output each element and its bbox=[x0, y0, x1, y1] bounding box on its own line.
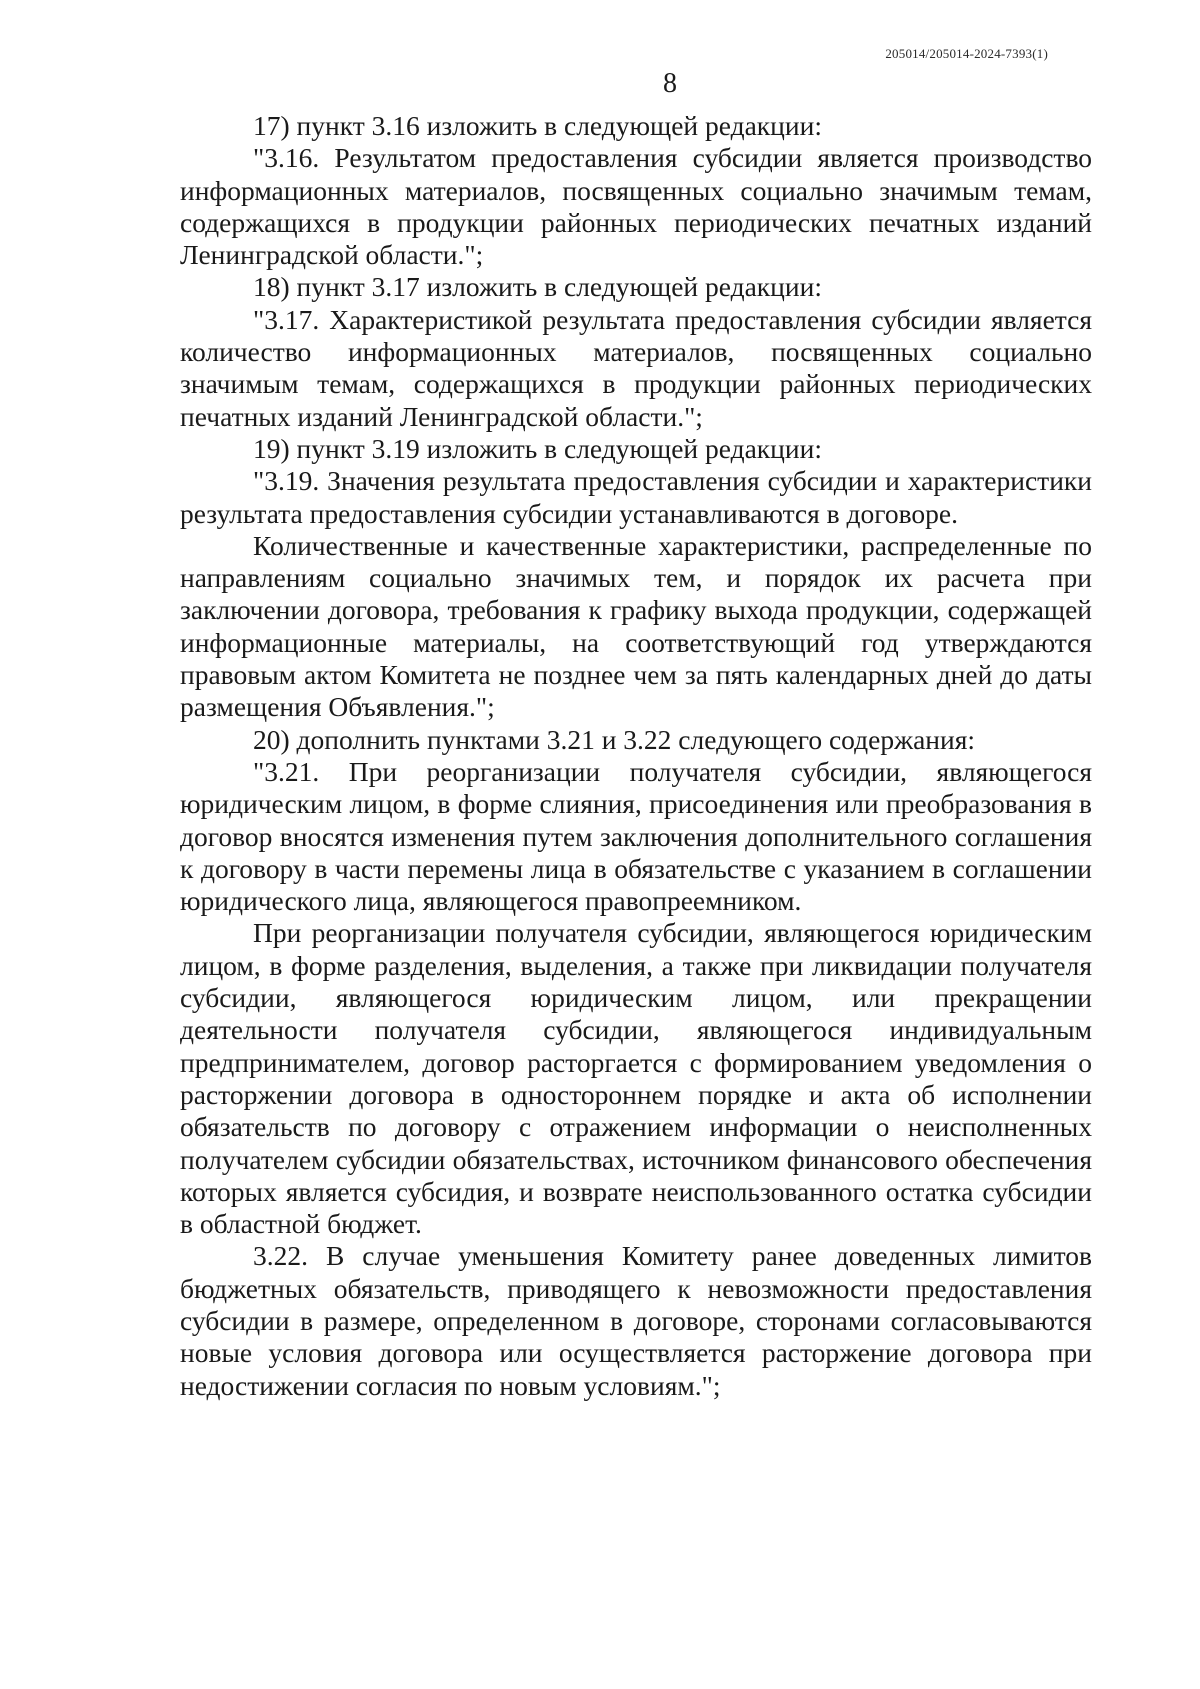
paragraph-clause-3-19: "3.19. Значения результата предоставления субсидии и характеристики результата предоставления субсидии устанавливаются в договоре. bbox=[180, 465, 1092, 529]
page-number: 8 bbox=[663, 68, 677, 99]
paragraph-item-20: 20) дополнить пунктами 3.21 и 3.22 следующего содержания: bbox=[253, 723, 975, 755]
paragraph-item-17: 17) пункт 3.16 изложить в следующей редакции: bbox=[253, 110, 822, 141]
paragraph-clause-3-16: "3.16. Результатом предоставления субсидии является производство информационных материалов, посвященных социально значимым темам, содержащихся в продукции районных периодических печатных изданий Ленинградской области."; bbox=[180, 142, 1092, 271]
paragraph-clause-3-21: "3.21. При реорганизации получателя субсидии, являющегося юридическим лицом, в форме слияния, присоединения или преобразования в договор вносятся изменения путем заключения дополнительного соглашения к договору в части перемены лица в обязательстве с указанием в соглашении юридического лица, являющегося правопреемником. bbox=[180, 755, 1092, 917]
paragraph-item-19: 19) пункт 3.19 изложить в следующей редакции: bbox=[253, 432, 822, 464]
document-body bbox=[180, 110, 1092, 1402]
paragraph-clause-3-17: "3.17. Характеристикой результата предоставления субсидии является количество информационных материалов, посвященных социально значимым темам, содержащихся в продукции районных периодических печатных изданий Ленинградской области."; bbox=[180, 303, 1092, 432]
paragraph-reorganization: При реорганизации получателя субсидии, являющегося юридическим лицом, в форме разделения, выделения, а также при ликвидации получателя субсидии, являющегося юридическим лицом, или прекращении деятельности получателя субсидии, являющегося индивидуальным предпринимателем, договор расторгается с формированием уведомления о расторжении договора в одностороннем порядке и акта об исполнении обязательств по договору с отражением информации о неисполненных получателем субсидии обязательствах, источником финансового обеспечения которых является субсидия, и возврате неиспользованного остатка субсидии в областной бюджет. bbox=[180, 917, 1092, 1240]
paragraph-clause-3-22: 3.22. В случае уменьшения Комитету ранее доведенных лимитов бюджетных обязательств, приводящего к невозможности предоставления субсидии в размере, определенном в договоре, сторонами согласовываются новые условия договора или осуществляется расторжение договора при недостижении согласия по новым условиям."; bbox=[180, 1240, 1092, 1401]
paragraph-characteristics: Количественные и качественные характеристики, распределенные по направлениям социально значимых тем, и порядок их расчета при заключении договора, требования к графику выхода продукции, содержащей информационные материалы, на соответствующий год утверждаются правовым актом Комитета не позднее чем за пять календарных дней до даты размещения Объявления."; bbox=[180, 529, 1092, 723]
document-registration-number: 205014/205014-2024-7393(1) bbox=[885, 46, 1048, 61]
paragraph-item-18: 18) пункт 3.17 изложить в следующей редакции: bbox=[253, 271, 822, 303]
